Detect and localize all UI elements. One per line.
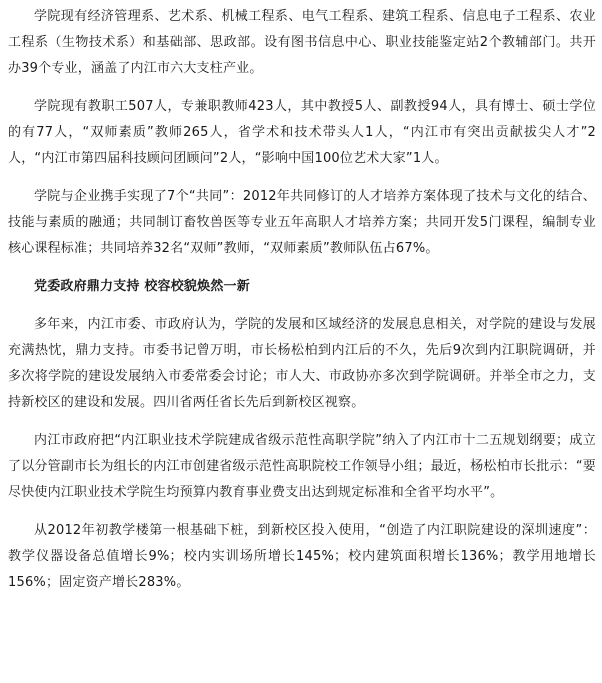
paragraph-spacer (8, 82, 596, 94)
paragraph-faculty: 学院现有教职工507人，专兼职教师423人，其中教授5人、副教授94人，具有博士、硕士学位的有77人，“双师素质”教师265人，省学术和技术带头人1人，“内江市有突出贡献拔尖人才”2人，“内江市第四届科技顾问团顾问”2人，“影响中国100位艺术大家”1人。 (8, 99, 596, 166)
section-heading: 党委政府鼎力支持 校容校貌焕然一新 (34, 279, 250, 294)
paragraph-spacer (8, 262, 596, 274)
paragraph-spacer (8, 416, 596, 428)
paragraph-construction-growth: 从2012年初教学楼第一根基础下桩，到新校区投入使用，“创造了内江职院建设的深圳速度”：教学仪器设备总值增长9%；校内实训场所增长145%；校内建筑面积增长136%；教学用地增长156%；固定资产增长283%。 (8, 523, 596, 590)
paragraph-departments: 学院现有经济管理系、艺术系、机械工程系、电气工程系、建筑工程系、信息电子工程系、农业工程系（生物技术系）和基础部、思政部。设有图书信息中心、职业技能鉴定站2个教辅部门。共开办39个专业，涵盖了内江市六大支柱产业。 (8, 9, 596, 76)
paragraph-spacer (8, 300, 596, 312)
paragraph-enterprise-cooperation: 学院与企业携手实现了7个“共同”：2012年共同修订的人才培养方案体现了技术与文化的结合、技能与素质的融通；共同制订畜牧兽医等专业五年高职人才培养方案；共同开发5门课程，编制专业核心课程标准；共同培养32名“双师”教师，“双师素质”教师队伍占67%。 (8, 189, 596, 256)
paragraph-city-plan: 内江市政府把“内江职业技术学院建成省级示范性高职学院”纳入了内江市十二五规划纲要；成立了以分管副市长为组长的内江市创建省级示范性高职院校工作领导小组；最近，杨松柏市长批示：“要尽快使内江职业技术学院生均预算内教育事业费支出达到规定标准和全省平均水平”。 (8, 433, 596, 500)
paragraph-spacer (8, 506, 596, 518)
paragraph-government-support: 多年来，内江市委、市政府认为，学院的发展和区域经济的发展息息相关，对学院的建设与发展充满热忱，鼎力支持。市委书记曾万明，市长杨松柏到内江后的不久，先后9次到内江职院调研，并多次将学院的建设发展纳入市委常委会讨论；市人大、市政协亦多次到学院调研。并举全市之力，支持新校区的建设和发展。四川省两任省长先后到新校区视察。 (8, 317, 596, 410)
paragraph-spacer (8, 172, 596, 184)
